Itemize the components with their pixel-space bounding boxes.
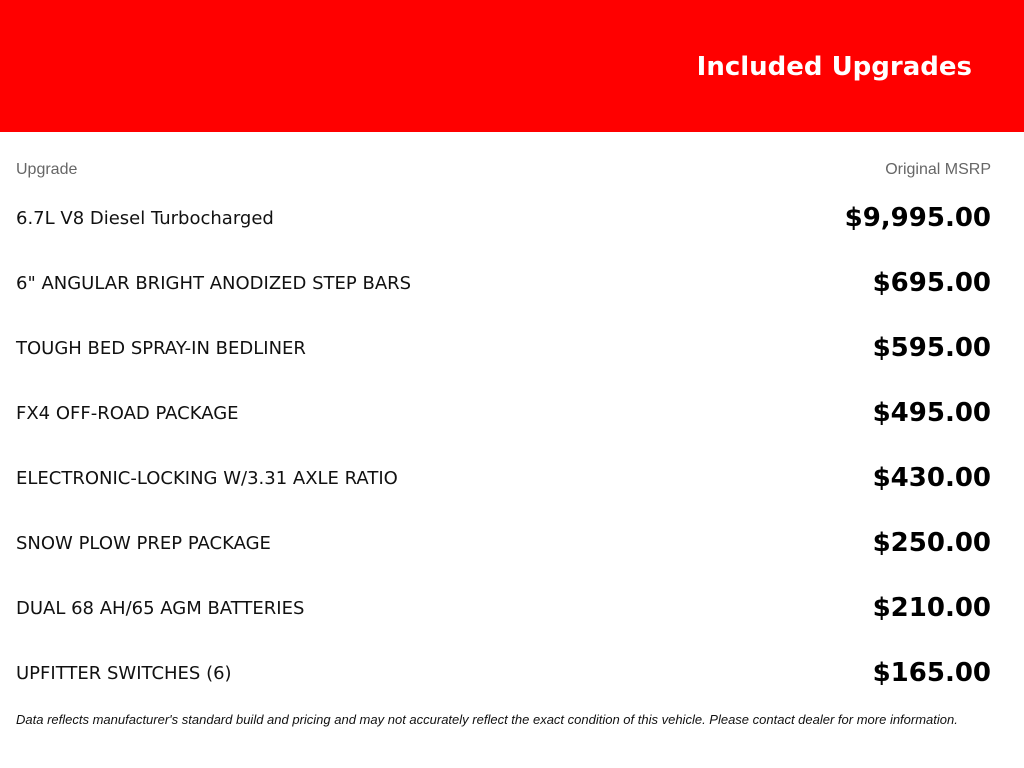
upgrade-price: $210.00: [872, 593, 991, 623]
upgrade-price: $250.00: [872, 528, 991, 558]
upgrade-price: $495.00: [872, 398, 991, 428]
upgrade-price: $695.00: [872, 268, 991, 298]
column-header-upgrade: Upgrade: [16, 161, 78, 178]
upgrade-row: [16, 647, 991, 712]
upgrade-row: [16, 517, 991, 582]
upgrade-row: [16, 192, 991, 257]
upgrade-price: $165.00: [872, 658, 991, 688]
upgrade-price: $9,995.00: [844, 203, 991, 233]
upgrade-name: DUAL 68 AH/65 AGM BATTERIES: [16, 598, 305, 619]
upgrade-name: UPFITTER SWITCHES (6): [16, 663, 232, 684]
upgrades-list: [16, 192, 991, 712]
header-banner: [0, 0, 1024, 132]
page-title: Included Upgrades: [696, 52, 972, 82]
column-header-msrp: Original MSRP: [885, 161, 991, 178]
upgrade-name: 6.7L V8 Diesel Turbocharged: [16, 208, 274, 229]
upgrade-row: [16, 582, 991, 647]
upgrade-price: $595.00: [872, 333, 991, 363]
upgrade-price: $430.00: [872, 463, 991, 493]
upgrade-row: [16, 257, 991, 322]
upgrade-name: TOUGH BED SPRAY-IN BEDLINER: [16, 338, 306, 359]
upgrade-name: SNOW PLOW PREP PACKAGE: [16, 533, 271, 554]
upgrade-row: [16, 387, 991, 452]
upgrade-row: [16, 452, 991, 517]
upgrade-name: FX4 OFF-ROAD PACKAGE: [16, 403, 239, 424]
upgrade-row: [16, 322, 991, 387]
upgrade-name: ELECTRONIC-LOCKING W/3.31 AXLE RATIO: [16, 468, 398, 489]
disclaimer-text: Data reflects manufacturer's standard build and pricing and may not accurately reflect the exact condition of this vehicle. Please contact dealer for more information.: [16, 712, 958, 727]
upgrade-name: 6" ANGULAR BRIGHT ANODIZED STEP BARS: [16, 273, 412, 294]
